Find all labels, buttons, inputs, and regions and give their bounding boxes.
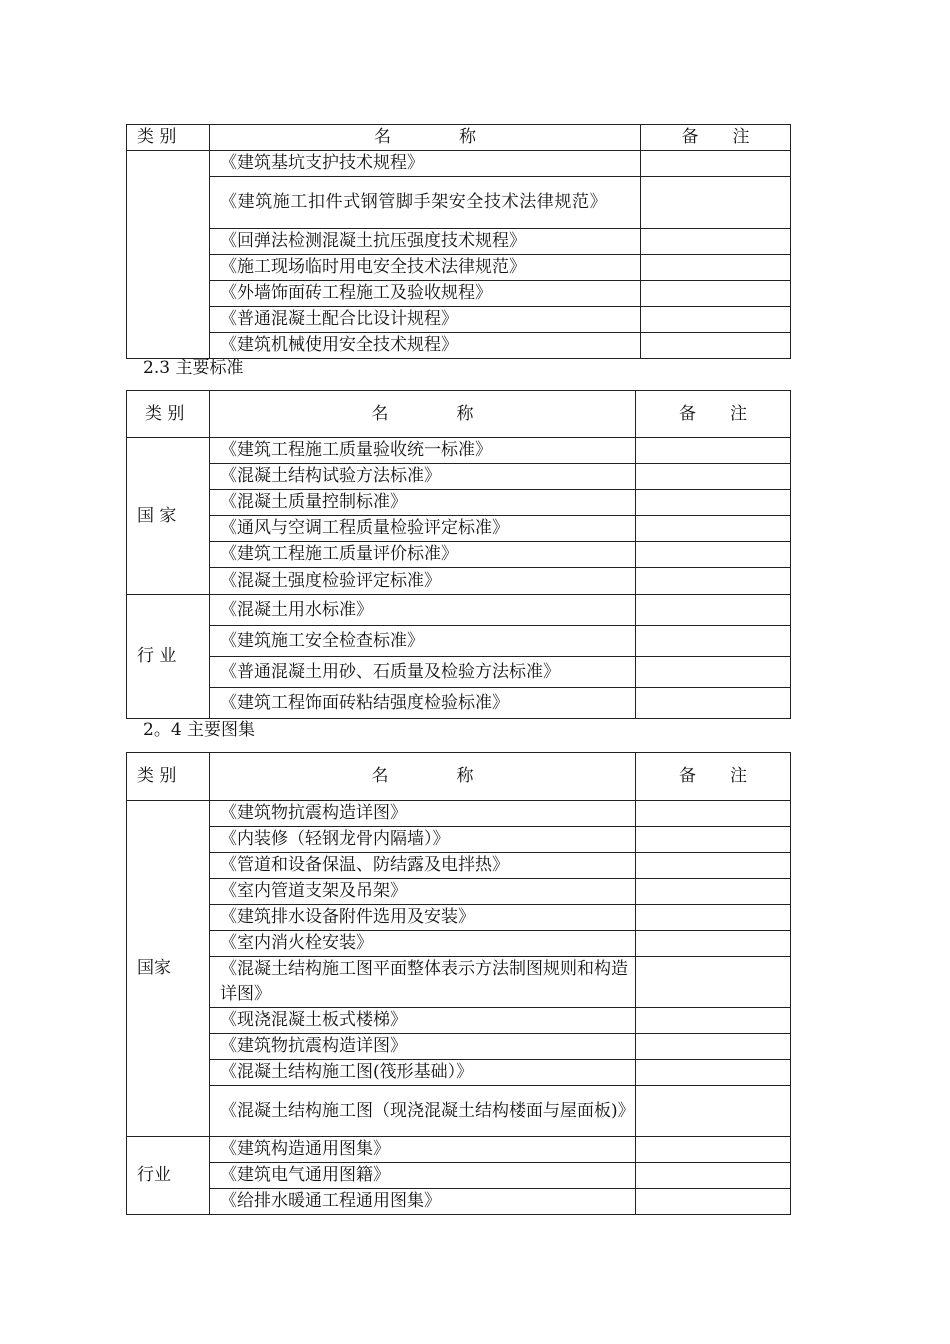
header-name: 名 称 bbox=[210, 391, 636, 438]
row-name: 《外墙饰面砖工程施工及验收规程》 bbox=[210, 281, 641, 307]
category-cell: 行业 bbox=[127, 1137, 210, 1215]
table-row bbox=[127, 905, 791, 931]
table-row bbox=[127, 1163, 791, 1189]
row-note bbox=[636, 1189, 791, 1215]
row-name: 《施工现场临时用电安全技术法律规范》 bbox=[210, 255, 641, 281]
table-header-row bbox=[127, 125, 791, 151]
row-note bbox=[636, 1086, 791, 1137]
table-row bbox=[127, 595, 791, 626]
table-row bbox=[127, 626, 791, 657]
table-row bbox=[127, 438, 791, 464]
table-row bbox=[127, 229, 791, 255]
section-heading-2-4: 2。4 主要图集 bbox=[143, 720, 256, 740]
row-note bbox=[636, 626, 791, 657]
row-name: 《建筑构造通用图集》 bbox=[210, 1137, 636, 1163]
header-category: 类 别 bbox=[127, 753, 210, 801]
row-note bbox=[636, 931, 791, 957]
row-name: 《建筑工程饰面砖粘结强度检验标准》 bbox=[210, 688, 636, 719]
table-row bbox=[127, 1189, 791, 1215]
header-name: 名 称 bbox=[210, 125, 641, 151]
atlas-table bbox=[126, 752, 791, 1215]
table-row bbox=[127, 801, 791, 827]
row-note bbox=[641, 307, 791, 333]
row-name: 《建筑电气通用图籍》 bbox=[210, 1163, 636, 1189]
row-name: 《室内管道支架及吊架》 bbox=[210, 879, 636, 905]
row-name: 《混凝土结构试验方法标准》 bbox=[210, 464, 636, 490]
row-note bbox=[636, 853, 791, 879]
row-note bbox=[636, 542, 791, 568]
row-name: 《建筑基坑支护技术规程》 bbox=[210, 151, 641, 177]
row-name: 《建筑施工安全检查标准》 bbox=[210, 626, 636, 657]
table-row bbox=[127, 1060, 791, 1086]
table-header-row bbox=[127, 753, 791, 801]
table-row bbox=[127, 255, 791, 281]
table-row bbox=[127, 516, 791, 542]
row-name: 《普通混凝土配合比设计规程》 bbox=[210, 307, 641, 333]
row-note bbox=[636, 438, 791, 464]
row-note bbox=[641, 151, 791, 177]
header-note: 备 注 bbox=[641, 125, 791, 151]
row-note bbox=[641, 255, 791, 281]
table-row bbox=[127, 957, 791, 1008]
row-note bbox=[636, 657, 791, 688]
table-row bbox=[127, 464, 791, 490]
row-name: 《混凝土结构施工图(筏形基础）》 bbox=[210, 1060, 636, 1086]
row-note bbox=[636, 1163, 791, 1189]
row-note bbox=[636, 957, 791, 1008]
row-note bbox=[636, 801, 791, 827]
standards-table bbox=[126, 390, 791, 719]
row-note bbox=[636, 688, 791, 719]
header-note: 备 注 bbox=[636, 753, 791, 801]
category-cell: 国 家 bbox=[127, 438, 210, 595]
row-note bbox=[636, 827, 791, 853]
row-note bbox=[636, 1008, 791, 1034]
row-name: 《给排水暖通工程通用图集》 bbox=[210, 1189, 636, 1215]
row-note bbox=[636, 905, 791, 931]
header-category: 类 别 bbox=[127, 391, 210, 438]
header-name: 名 称 bbox=[210, 753, 636, 801]
row-note bbox=[636, 1137, 791, 1163]
table-row bbox=[127, 688, 791, 719]
table-row bbox=[127, 542, 791, 568]
row-name: 《现浇混凝土板式楼梯》 bbox=[210, 1008, 636, 1034]
header-note: 备 注 bbox=[636, 391, 791, 438]
row-name: 《回弹法检测混凝土抗压强度技术规程》 bbox=[210, 229, 641, 255]
row-note bbox=[641, 333, 791, 359]
table-row bbox=[127, 177, 791, 229]
row-name: 《建筑物抗震构造详图》 bbox=[210, 801, 636, 827]
row-note bbox=[636, 1060, 791, 1086]
row-name: 《建筑施工扣件式钢管脚手架安全技术法律规范》 bbox=[210, 177, 641, 229]
table-row bbox=[127, 931, 791, 957]
table-row bbox=[127, 490, 791, 516]
table-row bbox=[127, 151, 791, 177]
row-name: 《混凝土结构施工图平面整体表示方法制图规则和构造详图》 bbox=[210, 957, 636, 1008]
row-note bbox=[636, 464, 791, 490]
row-name: 《建筑工程施工质量评价标准》 bbox=[210, 542, 636, 568]
row-name: 《通风与空调工程质量检验评定标准》 bbox=[210, 516, 636, 542]
table-row bbox=[127, 333, 791, 359]
row-note bbox=[636, 490, 791, 516]
table-row bbox=[127, 281, 791, 307]
table-row bbox=[127, 307, 791, 333]
row-name: 《内装修（轻钢龙骨内隔墙）》 bbox=[210, 827, 636, 853]
table-row bbox=[127, 827, 791, 853]
row-name: 《室内消火栓安装》 bbox=[210, 931, 636, 957]
table-header-row bbox=[127, 391, 791, 438]
row-name: 《建筑机械使用安全技术规程》 bbox=[210, 333, 641, 359]
row-note bbox=[641, 177, 791, 229]
table-row bbox=[127, 879, 791, 905]
category-cell: 行 业 bbox=[127, 595, 210, 719]
row-name: 《管道和设备保温、防结露及电拌热》 bbox=[210, 853, 636, 879]
row-name: 《建筑物抗震构造详图》 bbox=[210, 1034, 636, 1060]
row-name: 《建筑工程施工质量验收统一标准》 bbox=[210, 438, 636, 464]
row-note bbox=[636, 879, 791, 905]
table-row bbox=[127, 1137, 791, 1163]
section-heading-2-3: 2.3 主要标准 bbox=[143, 358, 244, 378]
row-note bbox=[636, 595, 791, 626]
category-cell: 国家 bbox=[127, 801, 210, 1137]
regulations-table bbox=[126, 124, 791, 359]
table-row bbox=[127, 1008, 791, 1034]
table-row bbox=[127, 853, 791, 879]
row-note bbox=[641, 229, 791, 255]
header-category: 类 别 bbox=[127, 125, 210, 151]
table-row bbox=[127, 657, 791, 688]
row-name: 《普通混凝土用砂、石质量及检验方法标准》 bbox=[210, 657, 636, 688]
row-note bbox=[641, 281, 791, 307]
row-note bbox=[636, 1034, 791, 1060]
table-row bbox=[127, 1034, 791, 1060]
row-name: 《建筑排水设备附件选用及安装》 bbox=[210, 905, 636, 931]
row-name: 《混凝土用水标准》 bbox=[210, 595, 636, 626]
row-name: 《混凝土结构施工图（现浇混凝土结构楼面与屋面板)》 bbox=[210, 1086, 636, 1137]
row-name: 《混凝土强度检验评定标准》 bbox=[210, 568, 636, 595]
category-cell bbox=[127, 151, 210, 359]
row-note bbox=[636, 568, 791, 595]
table-row bbox=[127, 568, 791, 595]
table-row bbox=[127, 1086, 791, 1137]
row-note bbox=[636, 516, 791, 542]
row-name: 《混凝土质量控制标准》 bbox=[210, 490, 636, 516]
